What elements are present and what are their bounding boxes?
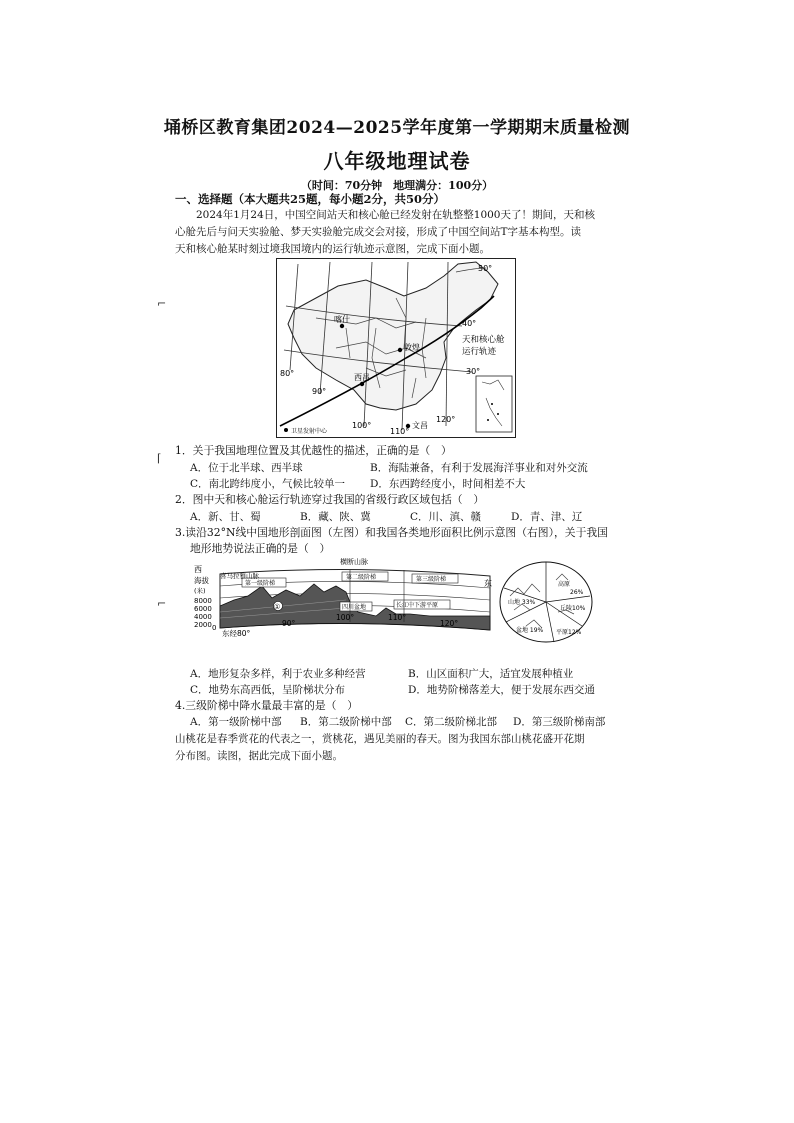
- orbit-label-2: 运行轨迹: [462, 347, 497, 357]
- city-marker-dunhuang: [398, 348, 402, 352]
- legend-marker: [284, 428, 288, 432]
- question-1-option-d[interactable]: D．东西跨经度小，时间相差不大: [370, 478, 526, 490]
- exam-title: 埇桥区教育集团2024—2025学年度第一学期期末质量检测: [163, 118, 631, 138]
- closing-line-1: 山桃花是春季赏花的代表之一，赏桃花，遇见美丽的春天。图为我国东部山桃花盛开花期: [175, 733, 585, 745]
- question-3-stem-line-1: 3.读沿32°N线中国地形剖面图（左图）和我国各类地形面积比例示意图（右图），关于我国: [175, 526, 608, 539]
- margin-mark: ⌈: [157, 452, 162, 465]
- profile-east-label: 东: [484, 579, 492, 588]
- lon-110-label: 110°: [390, 427, 410, 436]
- profile-step3-label: 第三级阶梯: [416, 576, 447, 583]
- profile-y-tick-2000: 2000: [194, 621, 212, 629]
- exam-meta: （时间：70分钟 地理满分：100分）: [300, 179, 494, 192]
- lat-30-label: 30°: [466, 367, 481, 376]
- exam-subtitle: 八年级地理试卷: [323, 149, 471, 173]
- city-marker-xichang: [360, 382, 364, 386]
- intro-line-2: 心舱先后与问天实验舱、梦天实验舱完成交会对接，形成了中国空间站T字基本构型。读: [175, 226, 582, 238]
- pie-label-percent: 26%: [570, 589, 584, 596]
- pie-label-mountains: 山地 33%: [508, 599, 536, 606]
- pie-label-basins: 盆地 19%: [516, 627, 544, 634]
- question-3-option-d[interactable]: D．地势阶梯落差大，便于发展东西交通: [408, 684, 595, 696]
- lon-80-label: 80°: [280, 369, 295, 378]
- question-4-option-c[interactable]: C．第二级阶梯北部: [405, 716, 498, 728]
- lon-120-label: 120°: [436, 415, 456, 424]
- city-kashi-label: 喀什: [334, 315, 350, 324]
- intro-line-1: 2024年1月24日，中国空间站天和核心舱已经发射在轨整整1000天了！期间，天和核: [175, 209, 595, 221]
- profile-lon-110: 110°: [388, 613, 407, 622]
- section-heading: 一、选择题（本大题共25题，每小题2分，共50分）: [175, 192, 446, 206]
- profile-altitude-label: 海拔: [194, 576, 209, 585]
- question-1-option-c[interactable]: C．南北跨纬度小，气候比较单一: [190, 478, 346, 490]
- lat-40-label: 40°: [462, 319, 477, 328]
- question-2-stem: 2．图中天和核心舱运行轨迹穿过我国的省级行政区域包括（ ）: [175, 493, 485, 506]
- margin-mark: ⌐: [157, 597, 167, 610]
- city-dunhuang-label: 敦煌: [404, 343, 420, 352]
- pie-label-plains: 平原12%: [556, 629, 582, 636]
- question-2-option-b[interactable]: B．藏、陕、冀: [300, 511, 371, 523]
- profile-unit-label: (米): [194, 587, 206, 595]
- terrain-profile: [190, 556, 495, 646]
- profile-step2-label: 第二级阶梯: [346, 574, 377, 581]
- lon-90-label: 90°: [312, 387, 327, 396]
- question-2-option-a[interactable]: A．新、甘、蜀: [190, 511, 261, 523]
- profile-basin-label: 四川盆地: [342, 604, 367, 611]
- city-wenchang-label: 文昌: [412, 421, 428, 430]
- profile-y-tick-6000: 6000: [194, 605, 212, 613]
- question-1-option-b[interactable]: B．海陆兼备，有利于发展海洋事业和对外交流: [370, 462, 588, 474]
- profile-step1-label: 第一级阶梯: [245, 580, 276, 587]
- question-2-option-d[interactable]: D．青、津、辽: [511, 511, 583, 523]
- question-2-option-c[interactable]: C．川、滇、赣: [410, 511, 482, 523]
- profile-plain-label: 长江中下游平原: [396, 602, 439, 609]
- pie-label-plateau: 高原: [558, 581, 571, 588]
- margin-mark: ⌐: [157, 297, 167, 310]
- question-3-stem-line-2: 地形地势说法正确的是（ ）: [190, 542, 331, 555]
- profile-marker: ①: [274, 603, 281, 611]
- lat-50-label: 50°: [478, 264, 493, 273]
- legend-label: 卫星发射中心: [291, 428, 328, 435]
- question-4-stem: 4.三级阶梯中降水量最丰富的是（ ）: [175, 699, 359, 712]
- question-1-stem: 1．关于我国地理位置及其优越性的描述，正确的是（ ）: [175, 444, 452, 457]
- landform-pie: [496, 560, 596, 644]
- profile-mountain-label: 横断山脉: [340, 558, 368, 566]
- city-xichang-label: 西昌: [354, 373, 370, 382]
- question-3-option-c[interactable]: C．地势东高西低，呈阶梯状分布: [190, 684, 346, 696]
- intro-line-3: 天和核心舱某时刻过境我国境内的运行轨迹示意图，完成下面小题。: [175, 243, 490, 255]
- question-4-option-b[interactable]: B．第二级阶梯中部: [300, 716, 392, 728]
- pie-label-hills: 丘陵10%: [560, 605, 586, 612]
- profile-lon-120: 120°: [440, 619, 459, 628]
- profile-lon-start: 东经80°: [222, 629, 251, 638]
- orbit-map: [276, 258, 516, 438]
- profile-himalaya-label: 喜马拉雅山脉: [220, 572, 259, 580]
- question-4-option-a[interactable]: A．第一级阶梯中部: [190, 716, 282, 728]
- orbit-label-1: 天和核心舱: [462, 335, 505, 345]
- profile-lon-100: 100°: [336, 613, 355, 622]
- profile-lon-90: 90°: [282, 619, 296, 628]
- closing-line-2: 分布图。读图，据此完成下面小题。: [175, 750, 343, 762]
- profile-y-tick-4000: 4000: [194, 613, 212, 621]
- profile-west-label: 西: [194, 565, 202, 574]
- profile-y-tick-8000: 8000: [194, 597, 212, 605]
- lon-100-label: 100°: [352, 421, 372, 430]
- city-marker-kashi: [340, 324, 344, 328]
- profile-y-tick-0: 0: [212, 624, 217, 632]
- question-4-option-d[interactable]: D．第三级阶梯南部: [513, 716, 606, 728]
- question-3-option-b[interactable]: B．山区面积广大，适宜发展种植业: [408, 668, 574, 680]
- question-3-option-a[interactable]: A．地形复杂多样，利于农业多种经营: [190, 668, 366, 680]
- question-1-option-a[interactable]: A．位于北半球、西半球: [190, 462, 303, 474]
